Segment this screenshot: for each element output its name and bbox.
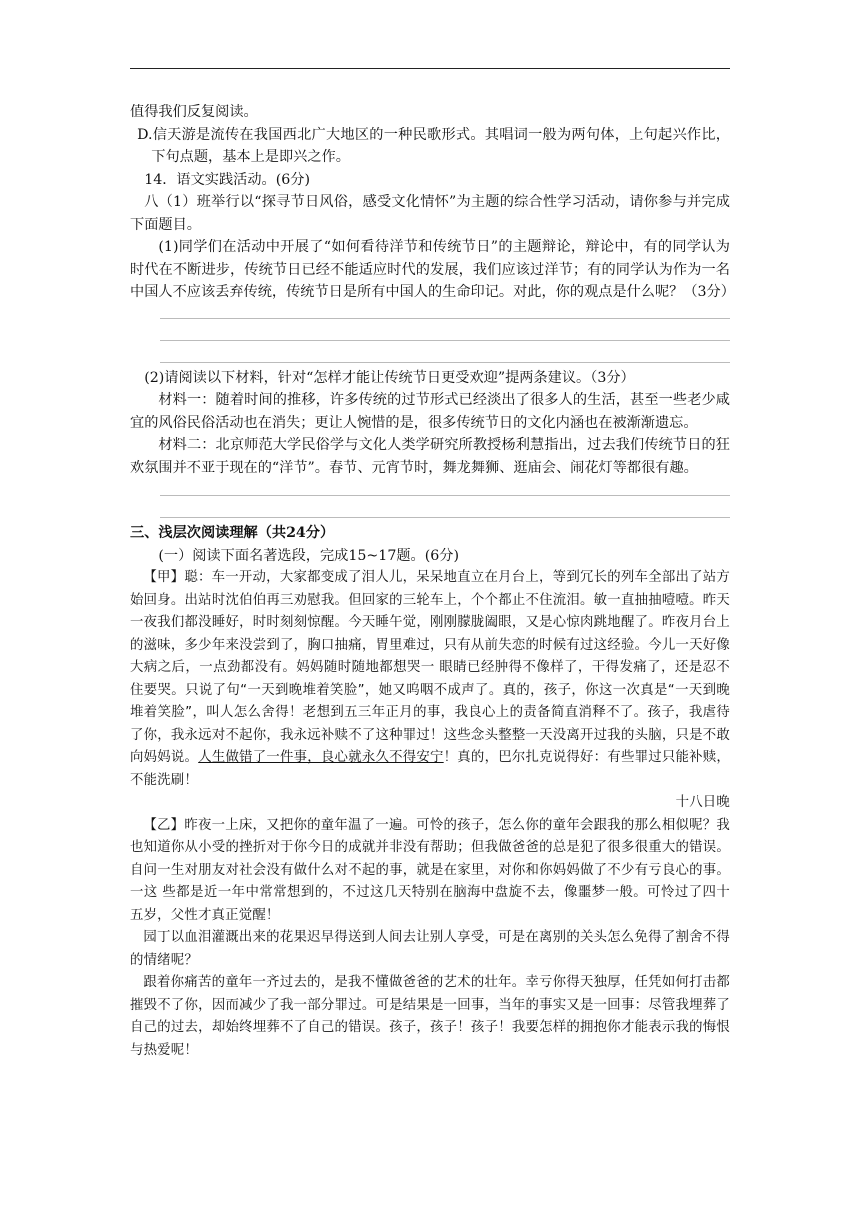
material-two: 材料二：北京师范大学民俗学与文化人类学研究所教授杨利慧指出，过去我们传统节日的狂欢氛围并不亚于现在的“洋节”。春节、元宵节时，舞龙舞狮、逛庙会、闹花灯等都很有趣。 (130, 437, 730, 476)
page-content (130, 101, 735, 1062)
passage-jia-ending: ！真的，巴尔扎克说得好：有些罪过只能补赎，不能洗刷！ (130, 750, 730, 788)
material-one: 材料一：随着时间的推移，许多传统的过节形式已经淡出了很多人的生活，甚至一些老少咸宜的风俗民俗活动也在消失；更让人惋惜的是，很多传统节日的文化内涵也在被渐渐遗忘。 (130, 392, 730, 431)
underlined-sentence: 人生做错了一件事，良心就永久不得安宁 (198, 750, 444, 765)
section-3-heading: 三、浅层次阅读理解（共24分） (130, 525, 335, 541)
letter-date: 十八日晚 (675, 795, 730, 810)
section-3-instruction: (一）阅读下面名著选段，完成15~17题。(6分) (158, 547, 460, 564)
passage-jia-text: 【甲】聪：车一开动，大家都变成了泪人儿，呆呆地直立在月台上，等到冗长的列车全部出了站方始回身。出站时沈伯伯再三劝慰我。但回家的三轮车上，个个都止不住流泪。敏一直抽抽噎噎。昨天一夜我们都没睡好，时时刻刻惊醒。今天睡午觉，刚刚朦胧阖眼，又是心惊肉跳地醒了。昨夜月台上的滋味，多少年来没尝到了，胸口抽痛，胃里难过，只有从前失恋的时候有过这经验。今儿一天好像大病之后，一点劲都没有。妈妈随时随地都想哭一 眼睛已经肿得不像样了，干得发痛了，还是忍不住要哭。只说了句“一天到晚堆着笑脸”，她又呜咽不成声了。真的，孩子，你这一次真是“一天到晚堆着笑脸”，叫人怎么舍得！老想到五三年正月的事，我良心上的责备简直消释不了。孩子，我虐待了你，我永远对不起你，我永远补赎不了这种罪过！这些念头整整一天没离开过我的头脑，只是不敢向妈妈说。 (130, 570, 730, 765)
q14-part2: (2)请阅读以下材料，针对“怎样才能让传统节日更受欢迎”提两条建议。（3分） (144, 369, 635, 386)
q13-option-c-tail: 值得我们反复阅读。 (130, 104, 258, 120)
q14-heading: 14．语文实践活动。(6分) (144, 171, 311, 188)
passage-yi-para2: 园丁以血泪灌溉出来的花果迟早得送到人间去让别人享受，可是在离别的关头怎么免得了割舍不得的情绪呢？ (130, 930, 730, 968)
q14-part1: (1)同学们在活动中开展了“如何看待洋节和传统节日”的主题辩论，辩论中，有的同学认为时代在不断进步，传统节日已经不能适应时代的发展，我们应该过洋节；有的同学认为作为一名中国人不应该丢弃传统，传统节日是所有中国人的生命印记。对此，你的观点是什么呢？（3分） (130, 239, 735, 300)
passage-yi-para3: 跟着你痛苦的童年一齐过去的，是我不懂做爸爸的艺术的壮年。幸亏你得天独厚，任凭如何打击都摧毁不了你，因而减少了我一部分罪过。可是结果是一回事，当年的事实又是一回事：尽管我埋葬了自己的过去，却始终埋葬不了自己的错误。孩子，孩子！孩子！我要怎样的拥抱你才能表示我的悔恨与热爱呢！ (130, 975, 730, 1058)
q14-intro: 八（1）班举行以“探寻节日风俗，感受文化情怀”为主题的综合性学习活动，请你参与并完成下面题目。 (130, 194, 730, 233)
passage-jia (130, 567, 730, 792)
q13-option-d: D.信天游是流传在我国西北广大地区的一种民歌形式。其唱词一般为两句体，上句起兴作比，下句点题，基本上是即兴之作。 (137, 126, 730, 165)
passage-yi: 【乙】昨夜一上床，又把你的童年温了一遍。可怜的孩子，怎么你的童年会跟我的那么相似呢？我也知道你从小受的挫折对于你今日的成就并非没有帮助；但我做爸爸的总是犯了很多很重大的错误。自问一生对朋友对社会没有做什么对不起的事，就是在家里，对你和你妈妈做了不少有亏良心的事。一这 些都是近一年中常常想到的，不过这几天特别在脑海中盘旋不去，像噩梦一般。可怜过了四十五岁，父性才真正觉醒！ (130, 817, 730, 923)
header-rule (130, 68, 730, 69)
